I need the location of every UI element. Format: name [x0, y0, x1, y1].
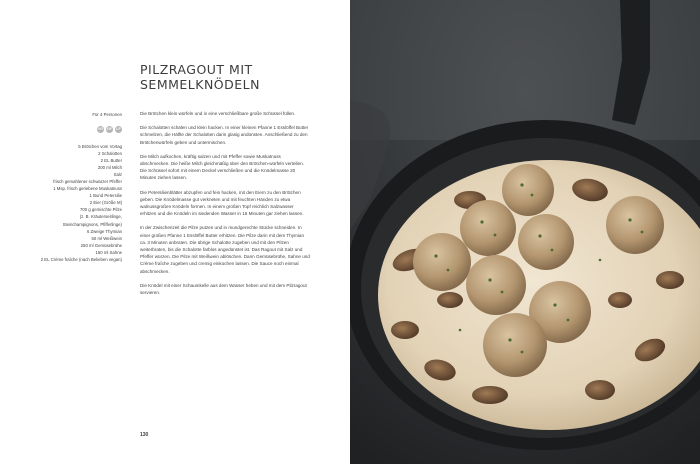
recipe-title: [140, 62, 340, 92]
instruction-step: Die Schalotten schälen und klein hacken. In einer kleinen Pfanne 1 Esslöffel Butter schmelzen, die Hälfte der Schalotten darin glasig andünsten. Anschließend zu den Brötchenwürfeln geben und untermischen.: [140, 125, 309, 145]
instruction-step: Die Knödel mit einer Schaumkelle aus dem Wasser heben und mit dem Pilzragout servieren.: [140, 282, 307, 296]
vegetarian-badge-icon: VG: [97, 127, 104, 131]
title-line-1: PILZRAGOUT MIT: [140, 62, 253, 77]
ingredient-item: 2 EL Crème fraîche (nach Belieben vegan): [40, 256, 122, 262]
instruction-step: Die Milch aufkochen, kräftig salzen und mit Pfeffer sowie Muskatnuss abschmecken. Die heiße Milch gleichmäßig über den Brötchen-würfeln verteilen. Die Schüssel sofort mit einem Deckel verschließen und die Knödelmasse 20 Minuten ziehen lassen.: [140, 153, 304, 181]
diet-badges: [97, 126, 122, 133]
ingredient-list: [41, 143, 122, 263]
ingredient-item: Steinchampignons, Pfifferlinge): [62, 221, 122, 227]
instruction-step: Die Brötchen klein würfeln und in eine verschließbare große Schüssel füllen.: [140, 111, 296, 116]
title-line-2: SEMMELKNÖDELN: [140, 77, 260, 92]
servings-label: Für 4 Personen: [92, 112, 122, 117]
recipe-photo: [350, 0, 700, 464]
ingredient-item: 2 Eier (Größe M): [89, 200, 122, 206]
ingredient-item: 5 Brötchen vom Vortag: [78, 144, 122, 149]
instruction-steps: [140, 110, 310, 303]
gluten-free-badge-icon: GF: [107, 127, 112, 131]
ingredient-item: 2 EL Butter: [100, 158, 122, 164]
ingredient-item: frisch gemahlener schwarzer Pfeffer: [53, 179, 122, 185]
instruction-step: Die Petersilienblätter abzupfen und fein hacken, mit den Eiern zu den Brötchen geben. Die Knödelmasse gut verkneten und mit feuchten Händen zu etwa walnussgroßen Knödeln formen. In einem großen Topf reichlich Salzwasser erhitzen und die Knödeln im siedenden Wasser in 15 Minuten gar ziehen lassen.: [140, 189, 304, 217]
ingredient-item: 700 g gemischte Pilze: [79, 207, 122, 213]
ingredient-item: 1 Bund Petersilie: [89, 193, 122, 199]
lactose-free-badge-icon: LF: [116, 127, 121, 131]
ingredient-item: 200 ml Milch: [97, 165, 122, 171]
ingredient-item: 150 ml Sahne: [95, 249, 122, 255]
ingredient-item: 6 Zweige Thymian: [86, 228, 122, 234]
ingredient-item: 250 ml Gemüsebrühe: [80, 242, 122, 248]
ingredient-item: 50 ml Weißwein: [91, 235, 122, 241]
ingredient-item: 2 Schalotten: [98, 151, 122, 157]
instruction-step: In der Zwischenzeit die Pilze putzen und in mundgerechte Stücke schneiden. In einer großen Pfanne 1 Esslöffel Butter erhitzen. Die Pilze darin mit dem Thymian ca. 3 Minuten anbraten. Die übrige Schalotte zugeben und mit den Pilzen weiterbraten, bis die Schalotte farblos angedünstet ist. Das Ragout mit Salz und Pfeffer würzen. Die Pilze mit Weißwein ablöschen. Dann Gemüsebrühe, Sahne und Crème fraîche zugeben und cremig einkochen lassen. Die Sauce noch einmal abschmecken.: [140, 225, 310, 274]
page-number: 130: [140, 432, 149, 438]
ingredient-item: 1 Msp. frisch geriebene Muskatnuss: [53, 186, 122, 192]
ingredient-item: (z. B. Kräuterseitlinge,: [79, 214, 122, 220]
food-photo-illustration: [350, 0, 700, 464]
ingredient-item: Salz: [113, 172, 122, 178]
